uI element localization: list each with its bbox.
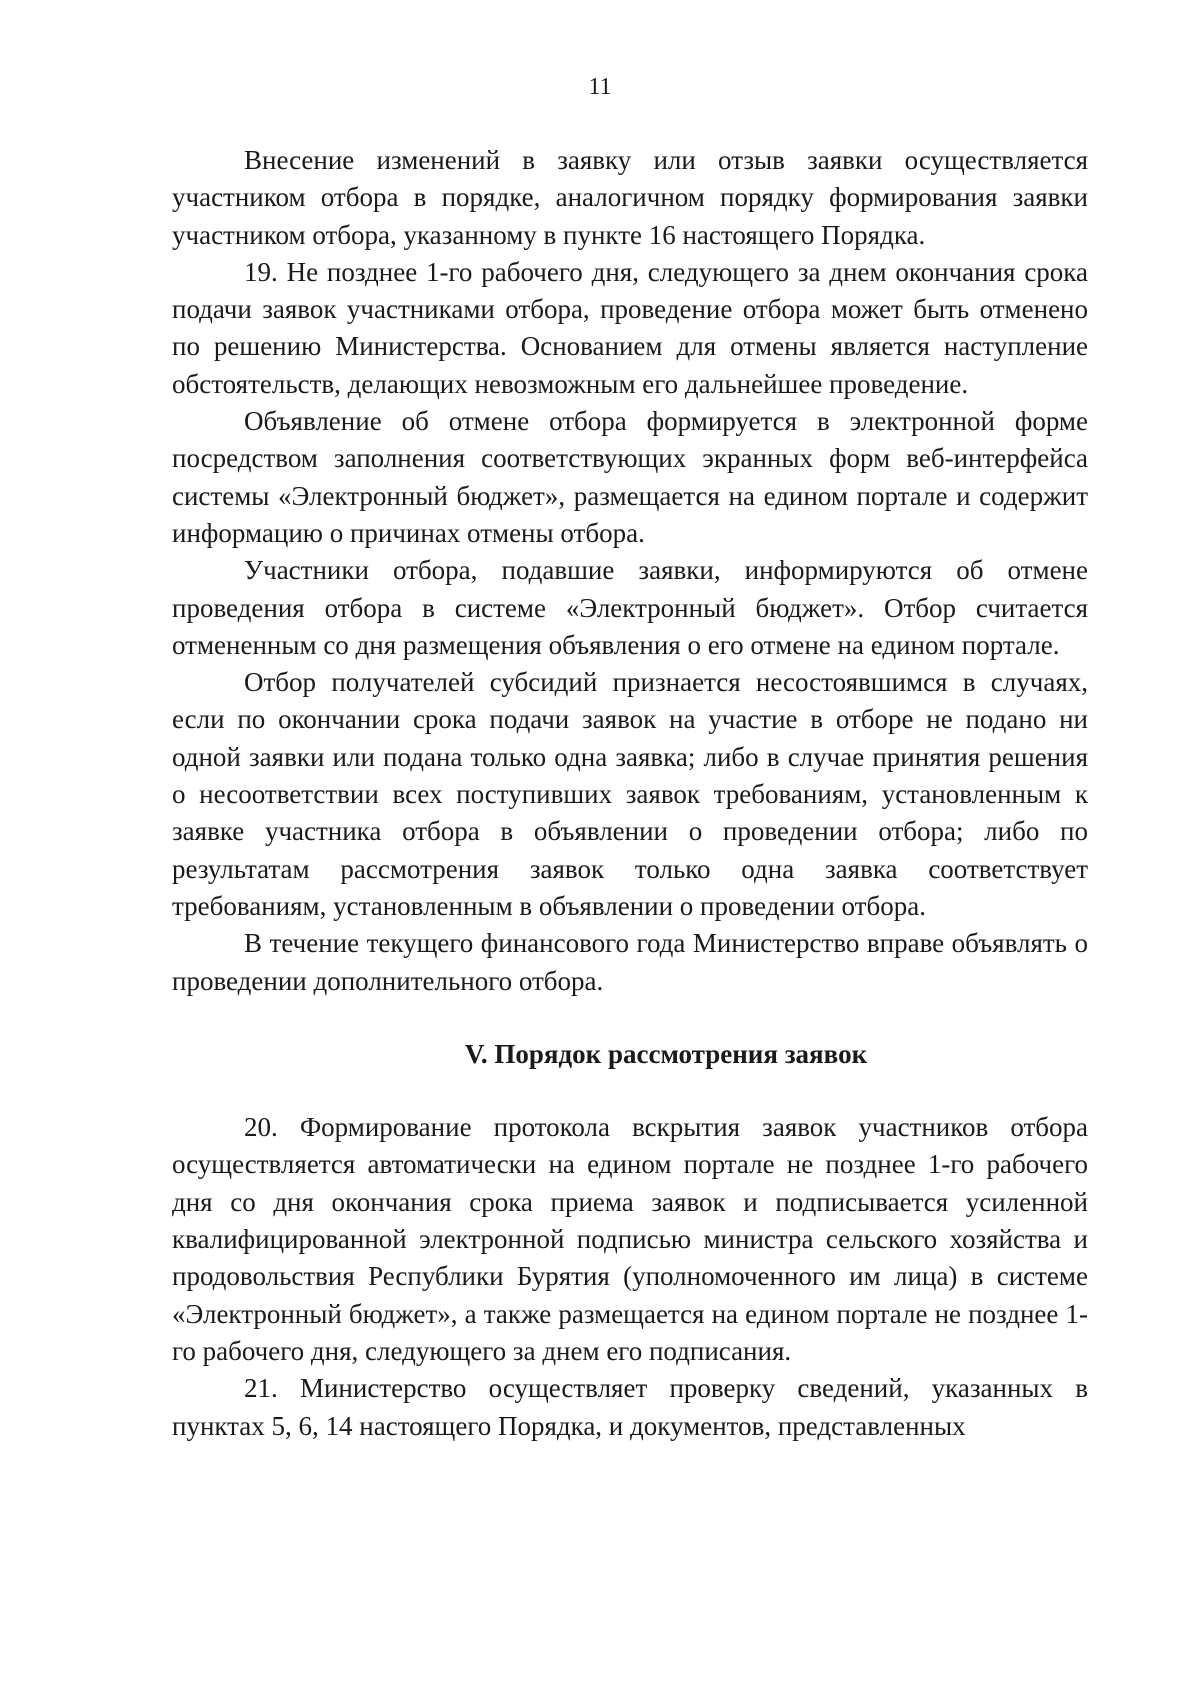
document-body: [172, 142, 1088, 1445]
paragraph: Объявление об отмене отбора формируется в электронной форме посредством заполнения соответствующих экранных форм веб-интерфейса системы «Электронный бюджет», размещается на едином портале и содержит информацию о причинах отмены отбора.: [172, 406, 1088, 548]
section-heading: V. Порядок рассмотрения заявок: [464, 1038, 868, 1069]
paragraph: Отбор получателей субсидий признается несостоявшимся в случаях, если по окончании срока подачи заявок на участие в отборе не подано ни одной заявки или подана только одна заявка; либо в случае принятия решения о несоответствии всех поступивших заявок требованиям, установленным к заявке участника отбора в объявлении о проведении отбора; либо по результатам рассмотрения заявок только одна заявка соответствует требованиям, установленным в объявлении о проведении отбора.: [172, 667, 1088, 921]
page-number: 11: [588, 74, 612, 100]
paragraph: 19. Не позднее 1-го рабочего дня, следующего за днем окончания срока подачи заявок участниками отбора, проведение отбора может быть отменено по решению Министерства. Основанием для отмены является наступление обстоятельств, делающих невозможным его дальнейшее проведение.: [172, 256, 1088, 399]
paragraph: 21. Министерство осуществляет проверку сведений, указанных в пунктах 5, 6, 14 настоящего Порядка, и документов, представленных: [172, 1373, 1088, 1441]
paragraph: В течение текущего финансового года Министерство вправе объявлять о проведении дополнительного отбора.: [172, 928, 1088, 996]
paragraph: Внесение изменений в заявку или отзыв заявки осуществляется участником отбора в порядке, аналогичном порядку формирования заявки участником отбора, указанному в пункте 16 настоящего Порядка.: [172, 145, 1088, 250]
paragraph: Участники отбора, подавшие заявки, информируются об отмене проведения отбора в системе «Электронный бюджет». Отбор считается отмененным со дня размещения объявления о его отмене на едином портале.: [172, 555, 1088, 660]
paragraph: 20. Формирование протокола вскрытия заявок участников отбора осуществляется автоматически на едином портале не позднее 1-го рабочего дня со дня окончания срока приема заявок и подписывается усиленной квалифицированной электронной подписью министра сельского хозяйства и продовольствия Республики Бурятия (уполномоченного им лица) в системе «Электронный бюджет», а также размещается на едином портале не позднее 1-го рабочего дня, следующего за днем его подписания.: [172, 1112, 1088, 1366]
